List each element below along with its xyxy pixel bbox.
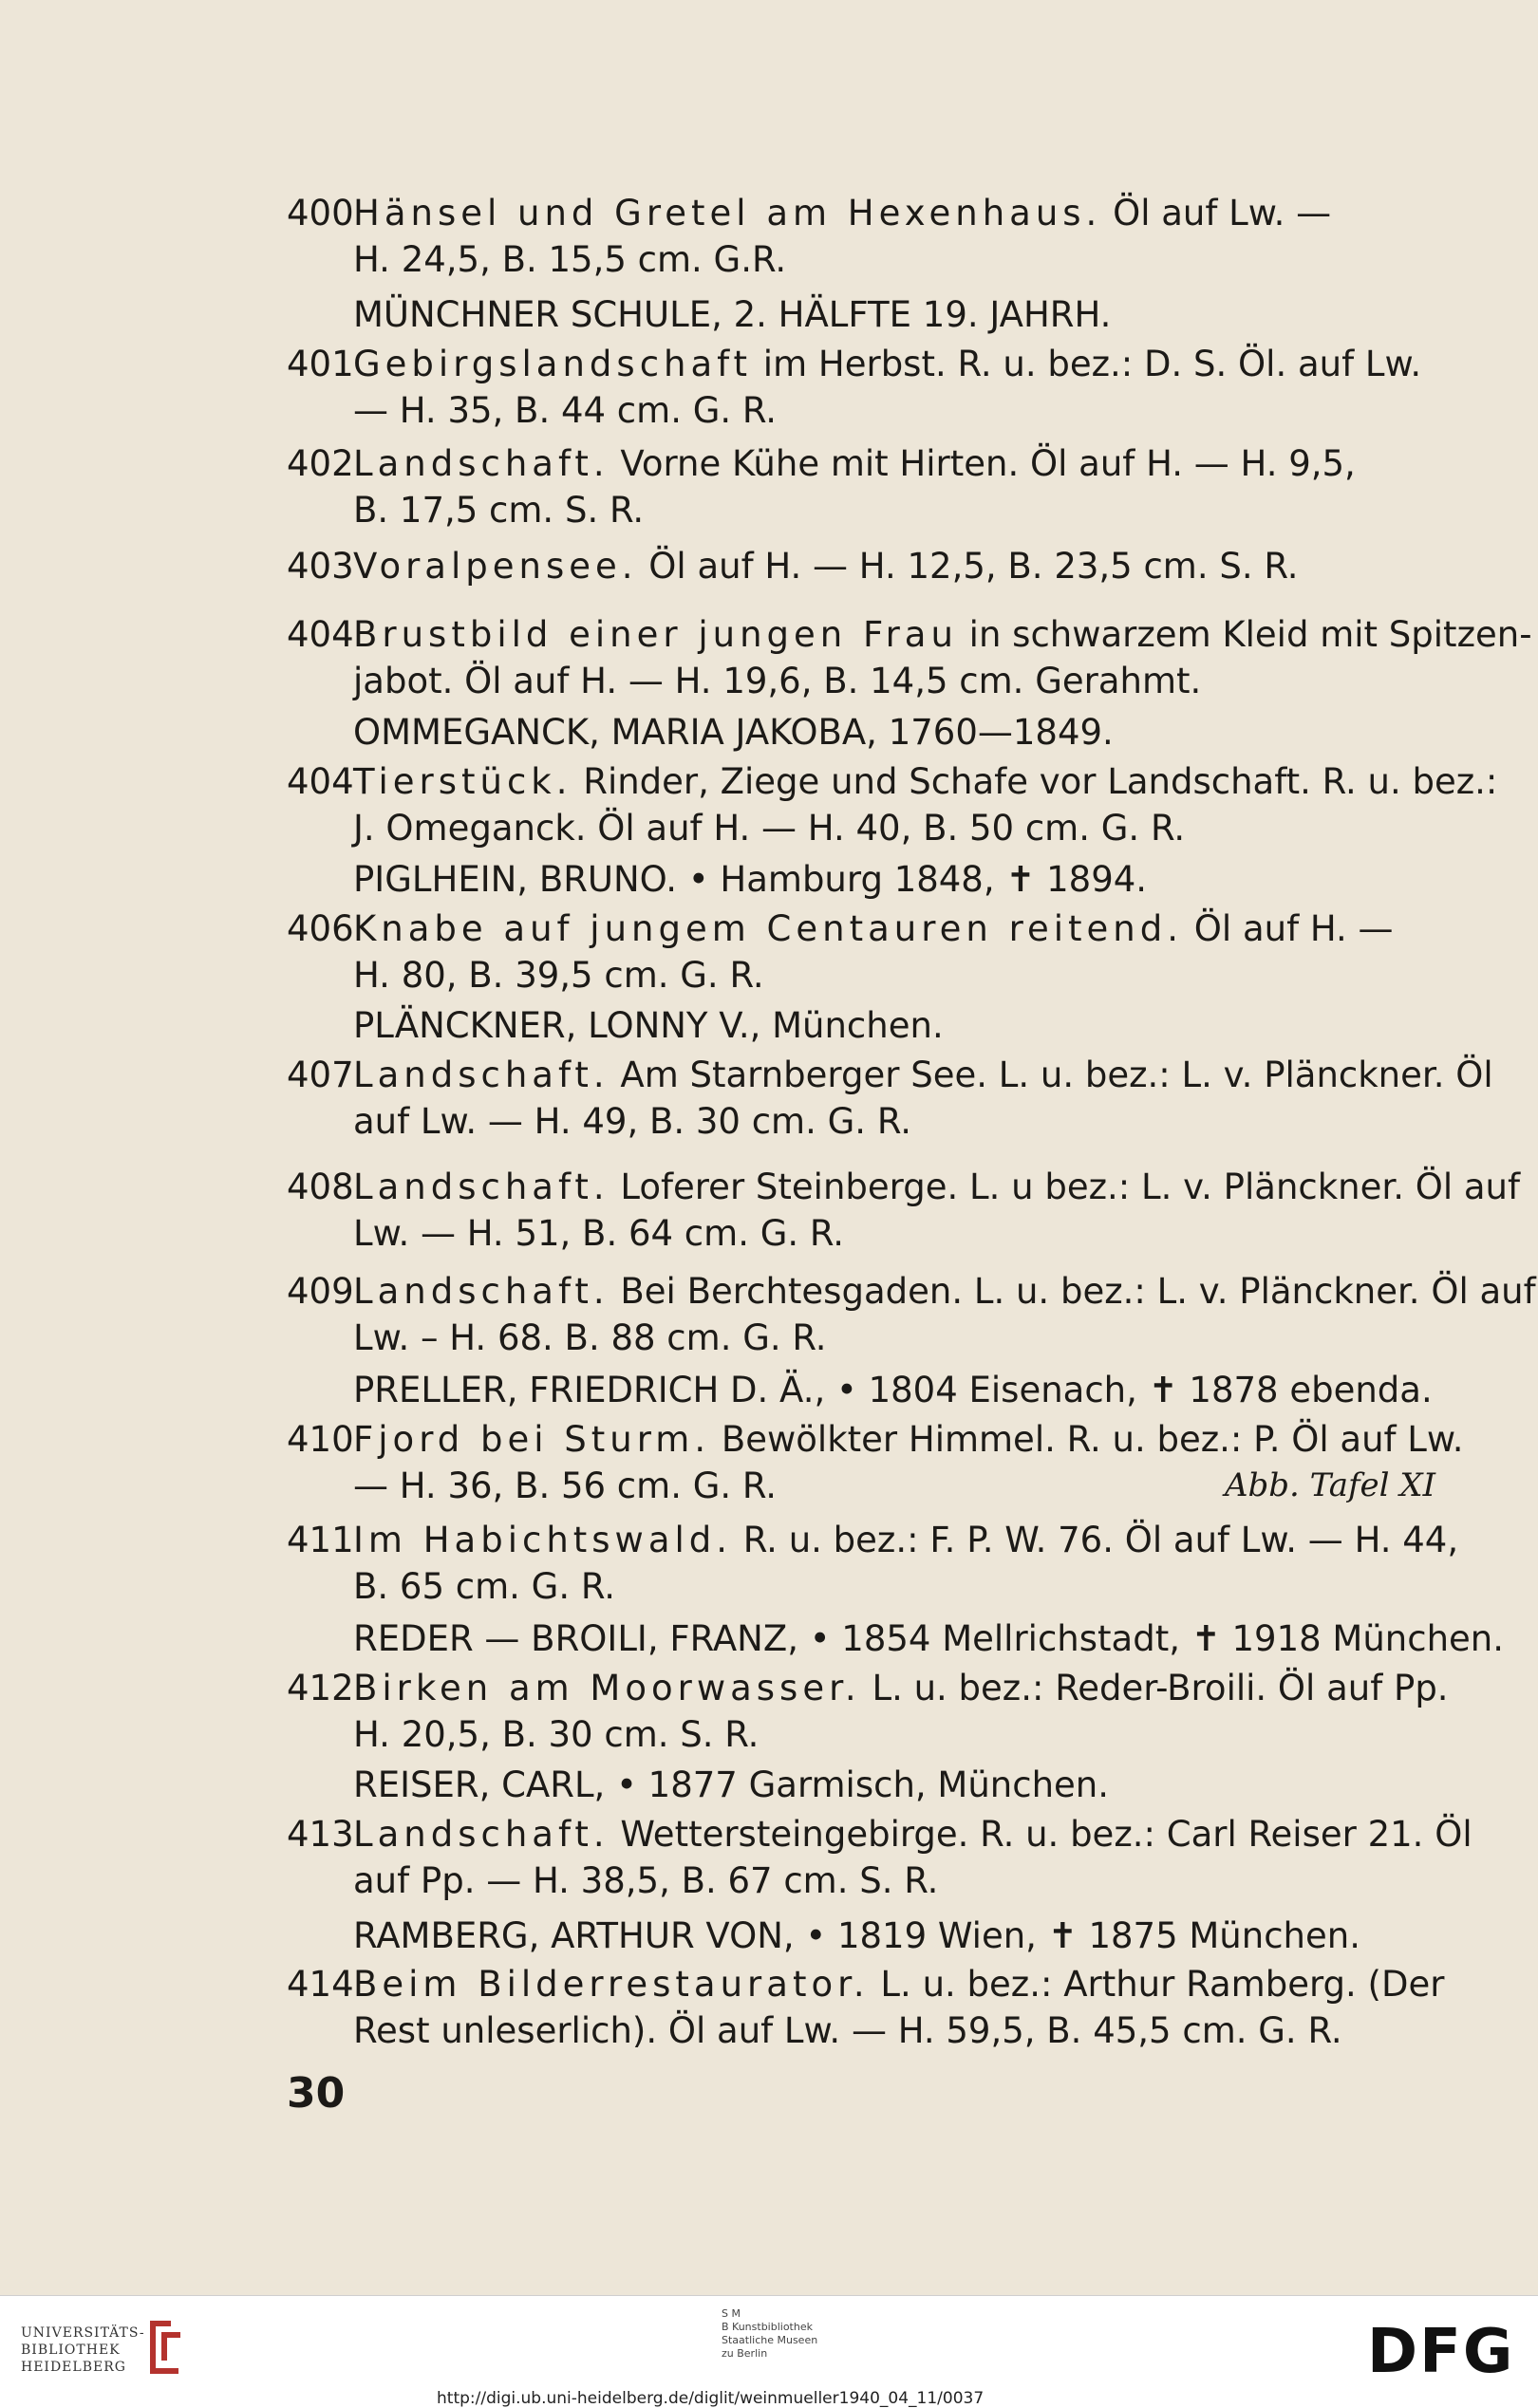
entry-line xyxy=(353,1268,1536,1315)
entry-text: L. u. bez.: Arthur Ramberg. (Der xyxy=(869,1964,1445,2005)
entry-line-2: auf Pp. — H. 38,5, B. 67 cm. S. R. xyxy=(353,1860,939,1901)
entry-line xyxy=(353,543,1299,589)
lot-number: 414 xyxy=(287,1964,354,2005)
entry-line-2: J. Omeganck. Öl auf H. — H. 40, B. 50 cm. G. R. xyxy=(353,808,1186,849)
entry-line-2: Lw. – H. 68. B. 88 cm. G. R. xyxy=(353,1317,827,1358)
entry-title: Gebirgslandschaft xyxy=(353,344,753,384)
entry-line-2: auf Lw. — H. 49, B. 30 cm. G. R. xyxy=(353,1101,911,1142)
artist-heading: MÜNCHNER SCHULE, 2. HÄLFTE 19. JAHRH. xyxy=(353,294,1112,335)
entry-title: Beim Bilderrestaurator. xyxy=(353,1964,870,2005)
entry-line-2: — H. 36, B. 56 cm. G. R. xyxy=(353,1465,778,1506)
artist-heading: OMMEGANCK, MARIA JAKOBA, 1760—1849. xyxy=(353,712,1114,753)
entry-line-2: H. 24,5, B. 15,5 cm. G.R. xyxy=(353,239,787,280)
entry-line xyxy=(353,440,1356,487)
entry-line xyxy=(353,1052,1493,1098)
entry-line-2: — H. 35, B. 44 cm. G. R. xyxy=(353,390,778,431)
entry-title: Voralpensee. xyxy=(353,546,638,587)
dfg-logo[interactable]: DFG xyxy=(1367,2317,1515,2387)
entry-title: Birken am Moorwasser. xyxy=(353,1668,861,1708)
entry-line-2: H. 20,5, B. 30 cm. S. R. xyxy=(353,1714,760,1755)
museum-logo-text xyxy=(722,2307,817,2361)
entry-line xyxy=(353,190,1331,236)
entry-text: in schwarzem Kleid mit Spitzen- xyxy=(957,614,1532,655)
entry-text: Öl auf Lw. — xyxy=(1101,193,1332,233)
lot-number: 410 xyxy=(287,1419,354,1460)
museum-line: zu Berlin xyxy=(722,2347,768,2360)
entry-title: Landschaft. xyxy=(353,1814,610,1855)
permalink-url[interactable]: http://digi.ub.uni-heidelberg.de/diglit/weinmueller1940_04_11/0037 xyxy=(437,2389,985,2408)
entry-text: Öl auf H. — H. 12,5, B. 23,5 cm. S. R. xyxy=(637,546,1299,587)
lot-number: 400 xyxy=(287,193,354,233)
logo-line: UNIVERSITÄTS- xyxy=(21,2325,145,2341)
entry-line-2: B. 17,5 cm. S. R. xyxy=(353,490,645,531)
viewer-footer xyxy=(0,2295,1538,2408)
entry-line xyxy=(353,1416,1464,1463)
entry-title: Tierstück. xyxy=(353,761,572,802)
entry-text: Vorne Kühe mit Hirten. Öl auf H. — H. 9,5, xyxy=(609,443,1356,484)
entry-line xyxy=(353,905,1394,952)
university-emblem-icon xyxy=(142,2315,186,2378)
artist-heading: PIGLHEIN, BRUNO. • Hamburg 1848, ✝ 1894. xyxy=(353,859,1148,900)
entry-text: L. u. bez.: Reder-Broili. Öl auf Pp. xyxy=(860,1668,1449,1708)
entry-line-2: H. 80, B. 39,5 cm. G. R. xyxy=(353,955,764,996)
lot-number: 409 xyxy=(287,1271,354,1312)
entry-text: Loferer Steinberge. L. u bez.: L. v. Plänckner. Öl auf xyxy=(609,1167,1521,1207)
plate-reference: Abb. Tafel XI xyxy=(1224,1466,1435,1504)
lot-number: 401 xyxy=(287,344,354,384)
entry-title: Landschaft. xyxy=(353,1167,610,1207)
entry-text: Bei Berchtesgaden. L. u. bez.: L. v. Plänckner. Öl auf xyxy=(609,1271,1536,1312)
museum-line: S M xyxy=(722,2307,741,2320)
entry-text: Rinder, Ziege und Schafe vor Landschaft. R. u. bez.: xyxy=(572,761,1498,802)
entry-line xyxy=(353,341,1421,387)
page-number: 30 xyxy=(287,2069,346,2118)
artist-heading: PLÄNCKNER, LONNY V., München. xyxy=(353,1005,944,1046)
logo-line: HEIDELBERG xyxy=(21,2360,126,2375)
entry-line-2: Rest unleserlich). Öl auf Lw. — H. 59,5, B. 45,5 cm. G. R. xyxy=(353,2010,1342,2051)
entry-title: Landschaft. xyxy=(353,1271,610,1312)
entry-text: im Herbst. R. u. bez.: D. S. Öl. auf Lw. xyxy=(752,344,1422,384)
artist-heading: REISER, CARL, • 1877 Garmisch, München. xyxy=(353,1764,1110,1805)
lot-number: 411 xyxy=(287,1520,354,1560)
museum-line: Staatliche Museen xyxy=(722,2334,818,2346)
entry-title: Im Habichtswald. xyxy=(353,1520,733,1560)
lot-number: 408 xyxy=(287,1167,354,1207)
lot-number: 403 xyxy=(287,546,354,587)
entry-title: Landschaft. xyxy=(353,443,610,484)
lot-number: 402 xyxy=(287,443,354,484)
entry-text: Öl auf H. — xyxy=(1183,908,1394,949)
artist-heading: RAMBERG, ARTHUR VON, • 1819 Wien, ✝ 1875 München. xyxy=(353,1915,1360,1956)
entry-text: Bewölkter Himmel. R. u. bez.: P. Öl auf Lw. xyxy=(710,1419,1464,1460)
entry-line-2: Lw. — H. 51, B. 64 cm. G. R. xyxy=(353,1213,845,1254)
artist-heading: PRELLER, FRIEDRICH D. Ä., • 1804 Eisenach, ✝ 1878 ebenda. xyxy=(353,1370,1433,1410)
entry-title: Fjord bei Sturm. xyxy=(353,1419,711,1460)
lot-number: 404 xyxy=(287,761,354,802)
lot-number: 404 xyxy=(287,614,354,655)
logo-line: BIBLIOTHEK xyxy=(21,2343,121,2358)
entry-title: Hänsel und Gretel am Hexenhaus. xyxy=(353,193,1102,233)
entry-line xyxy=(353,611,1532,658)
entry-line-2: B. 65 cm. G. R. xyxy=(353,1566,616,1607)
entry-line-2: jabot. Öl auf H. — H. 19,6, B. 14,5 cm. Gerahmt. xyxy=(353,661,1202,701)
university-library-logo[interactable] xyxy=(21,2324,145,2376)
lot-number: 413 xyxy=(287,1814,354,1855)
museum-line: B Kunstbibliothek xyxy=(722,2321,813,2333)
entry-title: Knabe auf jungem Centauren reitend. xyxy=(353,908,1184,949)
entry-text: Wettersteingebirge. R. u. bez.: Carl Reiser 21. Öl xyxy=(609,1814,1472,1855)
entry-line xyxy=(353,1961,1444,2007)
entry-line xyxy=(353,1811,1472,1857)
lot-number: 407 xyxy=(287,1055,354,1095)
artist-heading: REDER — BROILI, FRANZ, • 1854 Mellrichstadt, ✝ 1918 München. xyxy=(353,1618,1505,1659)
entry-line xyxy=(353,1665,1449,1711)
lot-number: 412 xyxy=(287,1668,354,1708)
entry-text: R. u. bez.: F. P. W. 76. Öl auf Lw. — H. 44, xyxy=(732,1520,1459,1560)
lot-number: 406 xyxy=(287,908,354,949)
entry-line xyxy=(353,758,1497,805)
entry-line xyxy=(353,1164,1520,1210)
entry-text: Am Starnberger See. L. u. bez.: L. v. Plänckner. Öl xyxy=(609,1055,1493,1095)
entry-title: Landschaft. xyxy=(353,1055,610,1095)
entry-title: Brustbild einer jungen Frau xyxy=(353,614,958,655)
entry-line xyxy=(353,1517,1458,1563)
